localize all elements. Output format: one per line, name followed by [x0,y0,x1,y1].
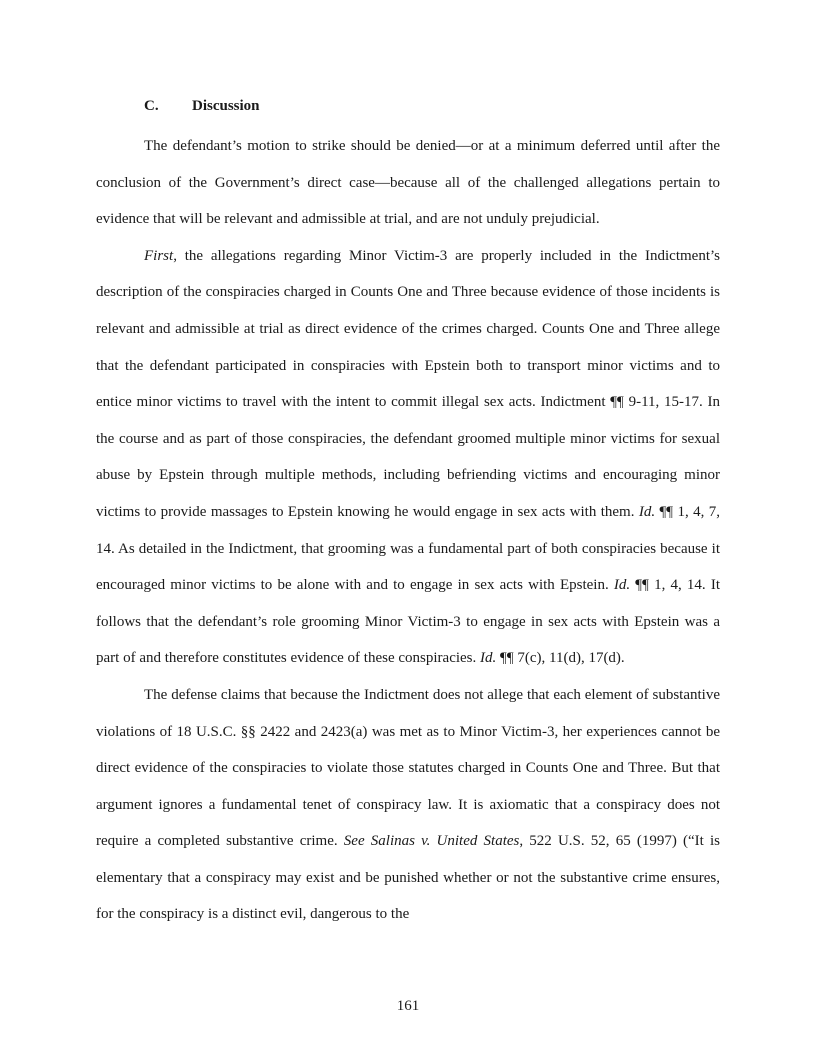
italic-text: Id. [480,650,497,667]
italic-text: See Salinas v. United States [343,833,520,850]
italic-text: Id. [638,503,656,520]
text-segment: , the allegations regarding Minor Victim-3 are properly included in the Indictment’s description of the conspiracies charged in Counts One and Three because evidence of those incidents is relevant and admissible at trial as direct evidence of the crimes charged. Counts One and Three allege that the defendant participated in conspiracies with Epstein both to transport minor victims and to entice minor victims to travel with the intent to commit illegal sex acts. Indictment ¶¶ 9-11, 15-17. In the course and as part of those conspiracies, the defendant groomed multiple minor victims for sexual abuse by Epstein through multiple methods, including befriending victims and encouraging minor victims to provide massages to Epstein knowing he would engage in sex acts with them. [96,247,720,520]
paragraph [96,677,720,933]
italic-text: First [144,247,174,264]
section-number: C. [144,98,159,114]
section-heading [144,96,260,116]
text-segment: The defense claims that because the Indictment does not allege that each element of substantive violations of 18 U.S.C. §§ 2422 and 2423(a) was met as to Minor Victim-3, her experiences cannot be direct evidence of the conspiracies to violate those statutes charged in Counts One and Three. But that argument ignores a fundamental tenet of conspiracy law. It is axiomatic that a conspiracy does not require a completed substantive crime. [96,686,720,850]
text-segment: ¶¶ 1, 4, 14. It follows that the defendant’s role grooming Minor Victim-3 to engage in sex acts with Epstein was a part of and therefore constitutes evidence of these conspiracies. [96,577,720,667]
paragraph [96,128,720,238]
text-segment: ¶¶ 7(c), 11(d), 17(d). [496,650,625,667]
paragraph [96,238,720,677]
text-segment: ¶¶ 1, 4, 7, 14. As detailed in the Indictment, that grooming was a fundamental part of both conspiracies because it encouraged minor victims to be alone with and to engage in sex acts with Epstein. [96,503,720,594]
italic-text: Id. [613,577,631,594]
section-title: Discussion [192,98,260,114]
body-text [96,128,720,933]
page-number: 161 [396,998,420,1014]
text-segment: , 522 U.S. 52, 65 (1997) (“It is elementary that a conspiracy may exist and be punished whether or not the substantive crime ensures, for the conspiracy is a distinct evil, dangerous to the [96,833,720,923]
text-segment: The defendant’s motion to strike should be denied—or at a minimum deferred until after the conclusion of the Government’s direct case—because all of the challenged allegations pertain to evidence that will be relevant and admissible at trial, and are not unduly prejudicial. [96,138,720,228]
